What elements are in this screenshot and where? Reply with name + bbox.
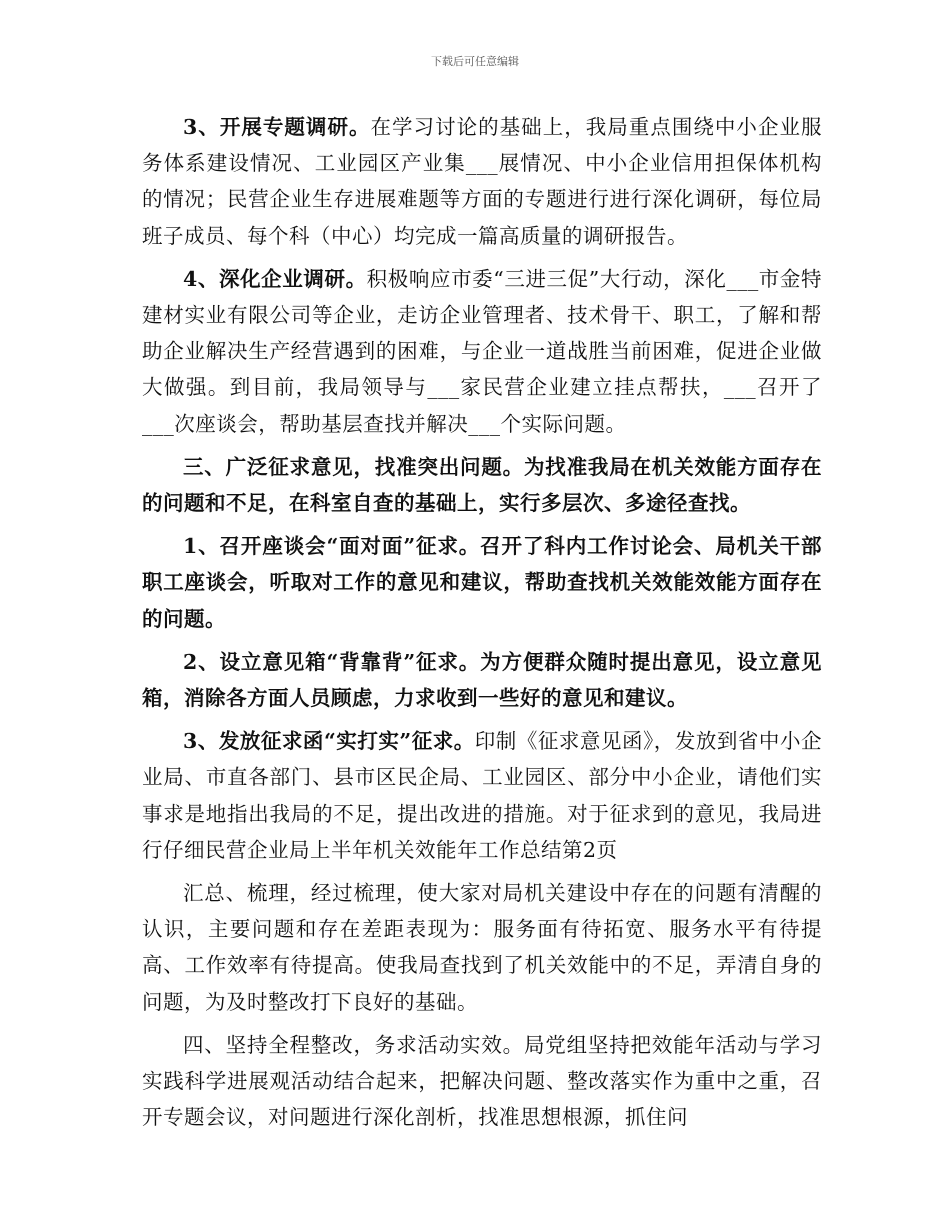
paragraph-research [142,109,822,254]
paragraph-text: 在学习讨论的基础上，我局重点围绕中小企业服务体系建设情况、工业园区产业集___展情况、中小企业信用担保体机构的情况；民营企业生存进展难题等方面的专题进行进行深化调研，每位局班子成员、每个科（中心）均完成一篇高质量的调研报告。 [142,115,823,248]
paragraph-enterprise-research [142,261,822,442]
paragraph-section-four [142,1027,822,1136]
paragraph-section-three [142,449,822,521]
paragraph-suggestion-box [142,644,822,716]
page-header: 下载后可任意编辑 [431,55,519,68]
paragraph-text: 1、召开座谈会“面对面”征求。召开了科内工作讨论会、局机关干部职工座谈会，听取对工作的意见和建议，帮助查找机关效能效能方面存在的问题。 [142,534,822,631]
paragraph-text: 印制《征求意见函》，发放到省中小企业局、市直各部门、县市区民企局、工业园区、部分中小企业，请他们实事求是地指出我局的不足，提出改进的措施。对于征求到的意见，我局进行仔细民营企业局上半年机关效能年工作总结第2页 [142,729,822,862]
paragraph-text: 三、广泛征求意见，找准突出问题。为找准我局在机关效能方面存在的问题和不足，在科室自查的基础上，实行多层次、多途径查找。 [142,454,822,516]
paragraph-letters [142,723,822,868]
document-body [142,109,822,1142]
paragraph-text: 四、坚持全程整改，务求活动实效。局党组坚持把效能年活动与学习实践科学进展观活动结合起来，把解决问题、整改落实作为重中之重，召开专题会议，对问题进行深化剖析，找准思想根源，抓住问 [142,1032,822,1130]
paragraph-text: 积极响应市委“三进三促”大行动，深化___市金特建材实业有限公司等企业，走访企业管理者、技术骨干、职工，了解和帮助企业解决生产经营遇到的困难，与企业一道战胜当前困难，促进企业做大做强。到目前，我局领导与___家民营企业建立挂点帮扶，___召开了___次座谈会，帮助基层查找并解决___个实际问题。 [142,266,822,436]
paragraph-text: 2、设立意见箱“背靠背”征求。为方便群众随时提出意见，设立意见箱，消除各方面人员顾虑，力求收到一些好的意见和建议。 [142,649,822,711]
paragraph-symposium [142,528,822,637]
paragraph-lead: 4、深化企业调研。 [183,266,367,291]
paragraph-text: 汇总、梳理，经过梳理，使大家对局机关建设中存在的问题有清醒的认识，主要问题和存在差距表现为：服务面有待拓宽、服务水平有待提高、工作效率有待提高。使我局查找到了机关效能中的不足，弄清自身的问题，为及时整改打下良好的基础。 [142,881,822,1014]
paragraph-lead: 3、开展专题调研。 [183,115,371,139]
paragraph-summary [142,875,822,1020]
paragraph-lead: 3、发放征求函“实打实”征求。 [183,729,475,754]
